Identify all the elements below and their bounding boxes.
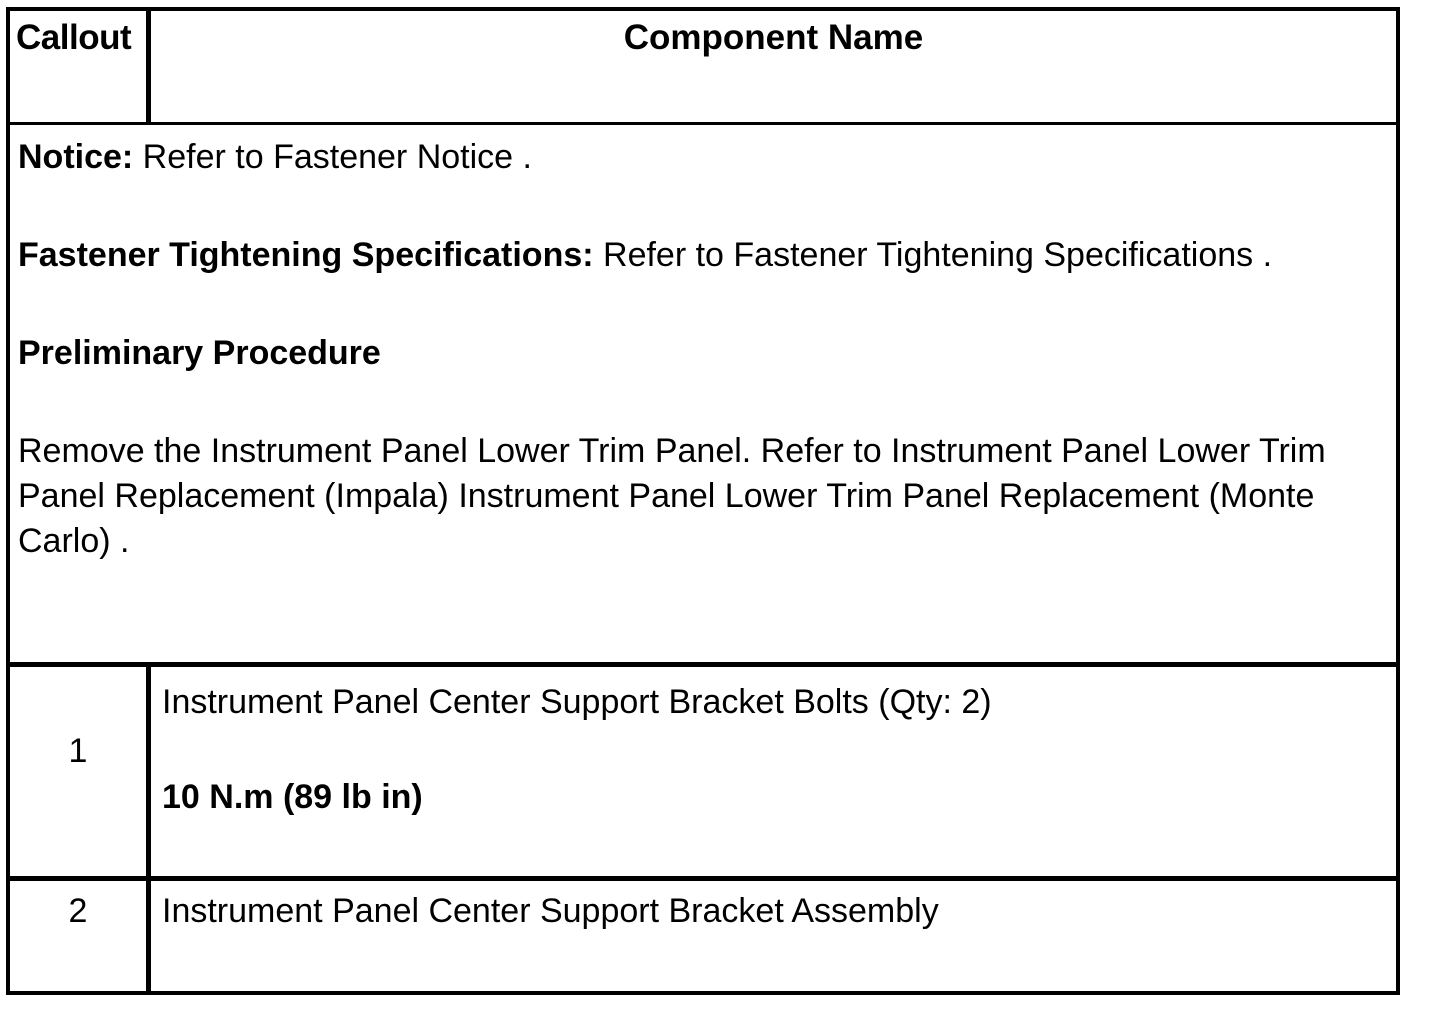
- component-name: Instrument Panel Center Support Bracket Bolts (Qty: 2): [162, 683, 992, 721]
- notice-line: [18, 135, 1388, 180]
- callout-number: 1: [68, 732, 88, 770]
- header-callout-label: Callout: [16, 18, 132, 57]
- callout-cell: [10, 881, 151, 991]
- header-component-cell: [151, 11, 1396, 122]
- torque-spec: 10 N.m (89 lb in): [162, 778, 423, 816]
- header-component-label: Component Name: [623, 18, 924, 57]
- notice-row: [10, 125, 1396, 667]
- component-table: [6, 7, 1400, 995]
- component-name: Instrument Panel Center Support Bracket Assembly: [162, 892, 939, 930]
- table-header-row: [10, 11, 1396, 125]
- spec-text: Refer to Fastener Tightening Specifications .: [593, 236, 1273, 274]
- component-cell: [151, 881, 1396, 991]
- component-cell: [151, 667, 1396, 876]
- callout-cell: [10, 667, 151, 876]
- table-row: [10, 667, 1396, 881]
- callout-number: 2: [68, 892, 88, 930]
- preliminary-procedure-heading: [18, 331, 1388, 376]
- notice-label: Notice:: [18, 138, 134, 176]
- notice-text: Refer to Fastener Notice .: [133, 138, 532, 176]
- spec-line: [18, 233, 1388, 278]
- header-callout-cell: [10, 11, 151, 122]
- preliminary-procedure-heading-text: Preliminary Procedure: [18, 334, 381, 372]
- table-row: [10, 881, 1396, 991]
- spec-label: Fastener Tightening Specifications:: [18, 236, 594, 274]
- notice-block: [18, 135, 1388, 564]
- preliminary-procedure-text: Remove the Instrument Panel Lower Trim Panel. Refer to Instrument Panel Lower Trim Panel Replacement (Impala) Instrument Panel Lower Trim Panel Replacement (Monte Carlo) .: [18, 432, 1326, 560]
